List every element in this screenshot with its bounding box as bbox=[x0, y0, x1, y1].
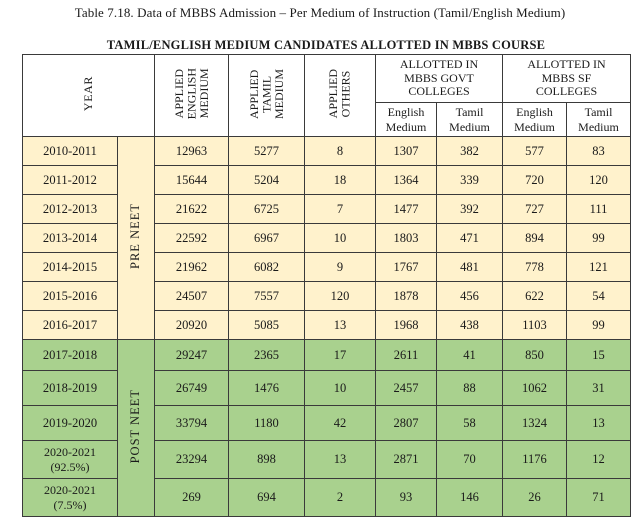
applied-english-cell: 12963 bbox=[155, 137, 229, 166]
applied-others-cell: 17 bbox=[305, 340, 376, 371]
year-label: 2020-2021 bbox=[44, 483, 96, 498]
applied-english-cell: 21622 bbox=[155, 195, 229, 224]
sf-english-cell: 850 bbox=[503, 340, 567, 371]
table-row bbox=[23, 311, 631, 340]
govt-english-cell: 1878 bbox=[376, 282, 437, 311]
applied-english-cell: 22592 bbox=[155, 224, 229, 253]
govt-english-cell: 1767 bbox=[376, 253, 437, 282]
applied-others-cell: 7 bbox=[305, 195, 376, 224]
govt-tamil-cell: 456 bbox=[437, 282, 503, 311]
year-note: (7.5%) bbox=[53, 497, 87, 512]
applied-tamil-cell: 6967 bbox=[229, 224, 305, 253]
applied-others-cell: 9 bbox=[305, 253, 376, 282]
govt-english-cell: 1803 bbox=[376, 224, 437, 253]
govt-english-cell: 93 bbox=[376, 479, 437, 517]
header-sf-colleges: ALLOTTED IN MBBS SF COLLEGES bbox=[503, 55, 631, 103]
sf-english-cell: 1103 bbox=[503, 311, 567, 340]
year-cell: 2018-2019 bbox=[23, 371, 118, 406]
year-cell: 2013-2014 bbox=[23, 224, 118, 253]
year-cell: 2019-2020 bbox=[23, 406, 118, 441]
table-row bbox=[23, 340, 631, 371]
applied-english-cell: 20920 bbox=[155, 311, 229, 340]
govt-english-cell: 2871 bbox=[376, 441, 437, 479]
govt-tamil-cell: 471 bbox=[437, 224, 503, 253]
sf-english-cell: 778 bbox=[503, 253, 567, 282]
table-row bbox=[23, 406, 631, 441]
year-cell bbox=[23, 479, 118, 517]
govt-english-cell: 2807 bbox=[376, 406, 437, 441]
applied-english-cell: 26749 bbox=[155, 371, 229, 406]
govt-tamil-cell: 339 bbox=[437, 166, 503, 195]
govt-tamil-cell: 382 bbox=[437, 137, 503, 166]
sf-tamil-cell: 15 bbox=[567, 340, 631, 371]
sf-tamil-cell: 31 bbox=[567, 371, 631, 406]
govt-tamil-cell: 438 bbox=[437, 311, 503, 340]
sf-english-cell: 727 bbox=[503, 195, 567, 224]
table-row bbox=[23, 479, 631, 517]
header-sf-english-medium: English Medium bbox=[503, 103, 567, 137]
applied-others-cell: 120 bbox=[305, 282, 376, 311]
applied-tamil-cell: 6082 bbox=[229, 253, 305, 282]
applied-others-cell: 8 bbox=[305, 137, 376, 166]
header-govt-tamil-medium: Tamil Medium bbox=[437, 103, 503, 137]
govt-tamil-cell: 392 bbox=[437, 195, 503, 224]
table-row bbox=[23, 253, 631, 282]
applied-english-cell: 23294 bbox=[155, 441, 229, 479]
govt-english-cell: 1307 bbox=[376, 137, 437, 166]
header-applied-tamil: APPLIED TAMIL MEDIUM bbox=[229, 55, 305, 137]
sf-english-cell: 622 bbox=[503, 282, 567, 311]
year-note: (92.5%) bbox=[50, 459, 90, 474]
table-row bbox=[23, 137, 631, 166]
applied-tamil-cell: 898 bbox=[229, 441, 305, 479]
table-row bbox=[23, 441, 631, 479]
govt-tamil-cell: 481 bbox=[437, 253, 503, 282]
sf-english-cell: 1062 bbox=[503, 371, 567, 406]
applied-tamil-cell: 2365 bbox=[229, 340, 305, 371]
sf-tamil-cell: 13 bbox=[567, 406, 631, 441]
applied-others-cell: 13 bbox=[305, 441, 376, 479]
year-cell bbox=[23, 441, 118, 479]
govt-english-cell: 1364 bbox=[376, 166, 437, 195]
sf-english-cell: 577 bbox=[503, 137, 567, 166]
header-year: YEAR bbox=[23, 55, 155, 137]
govt-tamil-cell: 146 bbox=[437, 479, 503, 517]
table-row bbox=[23, 371, 631, 406]
table-title: TAMIL/ENGLISH MEDIUM CANDIDATES ALLOTTED IN MBBS COURSE bbox=[106, 38, 546, 52]
header-sf-tamil-medium: Tamil Medium bbox=[567, 103, 631, 137]
phase-post-neet: POST NEET bbox=[118, 340, 155, 517]
applied-english-cell: 29247 bbox=[155, 340, 229, 371]
phase-pre-neet: PRE NEET bbox=[118, 137, 155, 340]
sf-tamil-cell: 99 bbox=[567, 311, 631, 340]
sf-english-cell: 26 bbox=[503, 479, 567, 517]
sf-tamil-cell: 54 bbox=[567, 282, 631, 311]
sf-tamil-cell: 71 bbox=[567, 479, 631, 517]
sf-tamil-cell: 12 bbox=[567, 441, 631, 479]
govt-english-cell: 1968 bbox=[376, 311, 437, 340]
table-row bbox=[23, 166, 631, 195]
year-cell: 2016-2017 bbox=[23, 311, 118, 340]
applied-tamil-cell: 1476 bbox=[229, 371, 305, 406]
applied-tamil-cell: 5204 bbox=[229, 166, 305, 195]
header-applied-english: APPLIED ENGLISH MEDIUM bbox=[155, 55, 229, 137]
govt-english-cell: 1477 bbox=[376, 195, 437, 224]
year-label: 2020-2021 bbox=[44, 445, 96, 460]
applied-tamil-cell: 5085 bbox=[229, 311, 305, 340]
table-row bbox=[23, 282, 631, 311]
sf-tamil-cell: 121 bbox=[567, 253, 631, 282]
table-caption: Table 7.18. Data of MBBS Admission – Per Medium of Instruction (Tamil/English Medium) bbox=[74, 5, 566, 20]
applied-tamil-cell: 1180 bbox=[229, 406, 305, 441]
applied-others-cell: 13 bbox=[305, 311, 376, 340]
applied-english-cell: 33794 bbox=[155, 406, 229, 441]
applied-others-cell: 2 bbox=[305, 479, 376, 517]
govt-english-cell: 2611 bbox=[376, 340, 437, 371]
header-applied-others: APPLIED OTHERS bbox=[305, 55, 376, 137]
sf-tamil-cell: 99 bbox=[567, 224, 631, 253]
year-cell: 2017-2018 bbox=[23, 340, 118, 371]
applied-others-cell: 18 bbox=[305, 166, 376, 195]
header-govt-colleges: ALLOTTED IN MBBS GOVT COLLEGES bbox=[376, 55, 503, 103]
header-govt-english-medium: English Medium bbox=[376, 103, 437, 137]
sf-tamil-cell: 120 bbox=[567, 166, 631, 195]
applied-tamil-cell: 7557 bbox=[229, 282, 305, 311]
table-row bbox=[23, 224, 631, 253]
applied-others-cell: 10 bbox=[305, 371, 376, 406]
sf-english-cell: 1324 bbox=[503, 406, 567, 441]
year-cell: 2015-2016 bbox=[23, 282, 118, 311]
sf-english-cell: 1176 bbox=[503, 441, 567, 479]
year-cell: 2011-2012 bbox=[23, 166, 118, 195]
applied-english-cell: 21962 bbox=[155, 253, 229, 282]
govt-tamil-cell: 41 bbox=[437, 340, 503, 371]
table-row bbox=[23, 195, 631, 224]
applied-english-cell: 24507 bbox=[155, 282, 229, 311]
sf-tamil-cell: 83 bbox=[567, 137, 631, 166]
sf-english-cell: 720 bbox=[503, 166, 567, 195]
mbbs-admission-table bbox=[22, 54, 631, 517]
govt-english-cell: 2457 bbox=[376, 371, 437, 406]
govt-tamil-cell: 58 bbox=[437, 406, 503, 441]
applied-english-cell: 269 bbox=[155, 479, 229, 517]
applied-tamil-cell: 694 bbox=[229, 479, 305, 517]
year-cell: 2014-2015 bbox=[23, 253, 118, 282]
applied-english-cell: 15644 bbox=[155, 166, 229, 195]
applied-tamil-cell: 6725 bbox=[229, 195, 305, 224]
applied-others-cell: 10 bbox=[305, 224, 376, 253]
applied-others-cell: 42 bbox=[305, 406, 376, 441]
govt-tamil-cell: 70 bbox=[437, 441, 503, 479]
sf-english-cell: 894 bbox=[503, 224, 567, 253]
govt-tamil-cell: 88 bbox=[437, 371, 503, 406]
year-cell: 2010-2011 bbox=[23, 137, 118, 166]
year-cell: 2012-2013 bbox=[23, 195, 118, 224]
sf-tamil-cell: 111 bbox=[567, 195, 631, 224]
applied-tamil-cell: 5277 bbox=[229, 137, 305, 166]
